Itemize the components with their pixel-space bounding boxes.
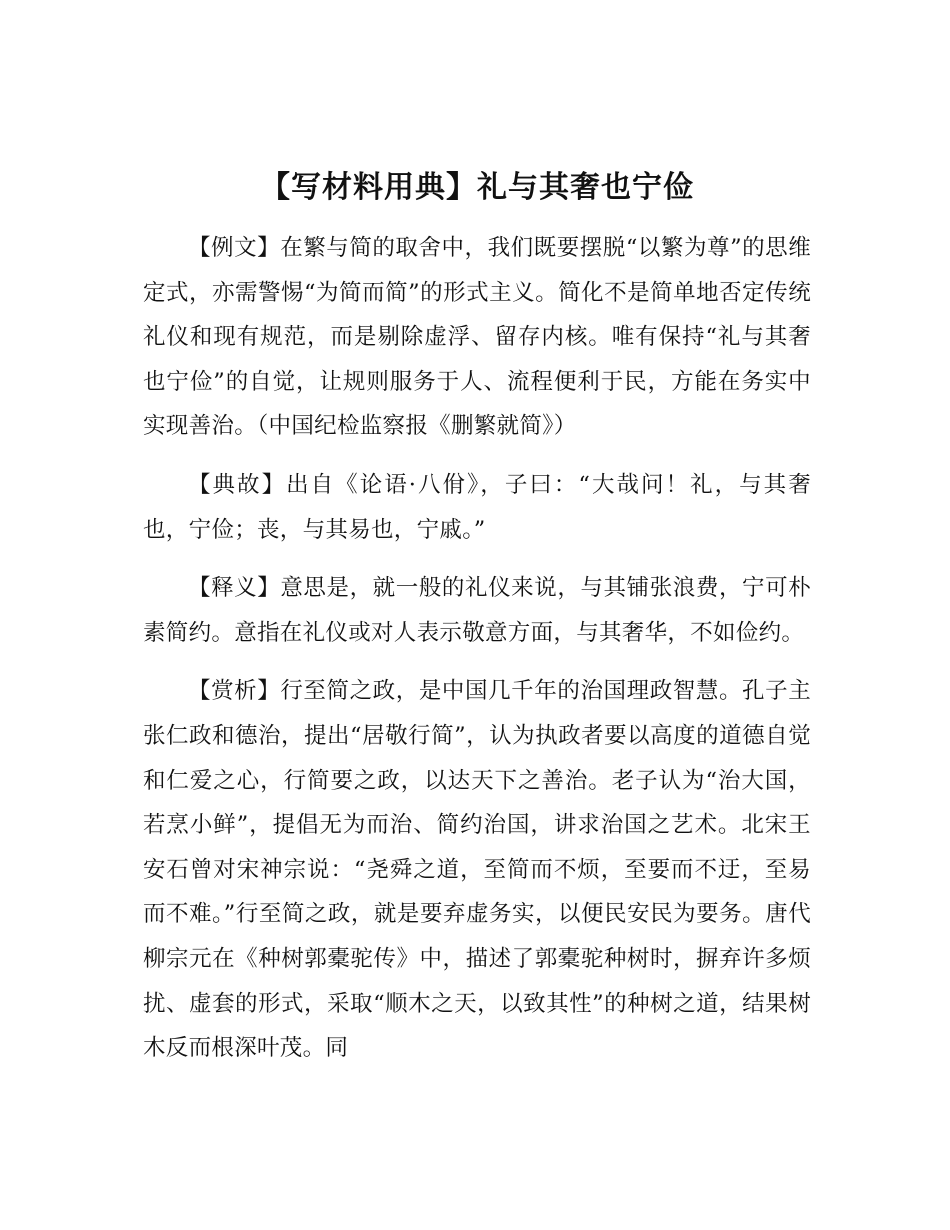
paragraph-text: 出自《论语·八佾》，子曰：“大哉问！礼，与其奢也，宁俭；丧，与其易也，宁戚。” <box>143 471 811 543</box>
paragraph-text: 行至简之政，是中国几千年的治国理政智慧。孔子主张仁政和德治，提出“居敬行简”，认为执政者要以高度的道德自觉和仁爱之心，行简要之政，以达天下之善治。老子认为“治大国，若烹小鲜”，提倡无为而治、简约治国，讲求治国之艺术。北宋王安石曾对宋神宗说：“尧舜之道，至简而不烦，至要而不迂，至易而不难。”行至简之政，就是要弃虚务实，以便民安民为要务。唐代柳宗元在《种树郭橐驼传》中，描述了郭橐驼种树时，摒弃许多烦扰、虚套的形式，采取“顺木之天，以致其性”的种树之道，结果树木反而根深叶茂。同 <box>143 678 811 1062</box>
paragraph-meaning <box>143 566 811 655</box>
document-page <box>143 168 811 1085</box>
paragraph-tag: 【释义】 <box>188 575 281 602</box>
paragraph-text: 在繁与简的取舍中，我们既要摆脱“以繁为尊”的思维定式，亦需警惕“为简而简”的形式主义。简化不是简单地否定传统礼仪和现有规范，而是剔除虚浮、留存内核。唯有保持“礼与其奢也宁俭”的自觉，让规则服务于人、流程便利于民，方能在务实中实现善治。（中国纪检监察报《删繁就简》） <box>143 235 811 440</box>
paragraph-tag: 【典故】 <box>188 471 287 498</box>
document-title: 【写材料用典】礼与其奢也宁俭 <box>260 170 694 205</box>
paragraph-appreciation <box>143 669 811 1070</box>
paragraph-example <box>143 226 811 449</box>
paragraph-allusion <box>143 463 811 552</box>
paragraph-tag: 【例文】 <box>188 235 281 261</box>
paragraph-text: 意思是，就一般的礼仪来说，与其铺张浪费，宁可朴素简约。意指在礼仪或对人表示敬意方面，与其奢华，不如俭约。 <box>143 575 811 646</box>
paragraph-tag: 【赏析】 <box>188 678 281 705</box>
